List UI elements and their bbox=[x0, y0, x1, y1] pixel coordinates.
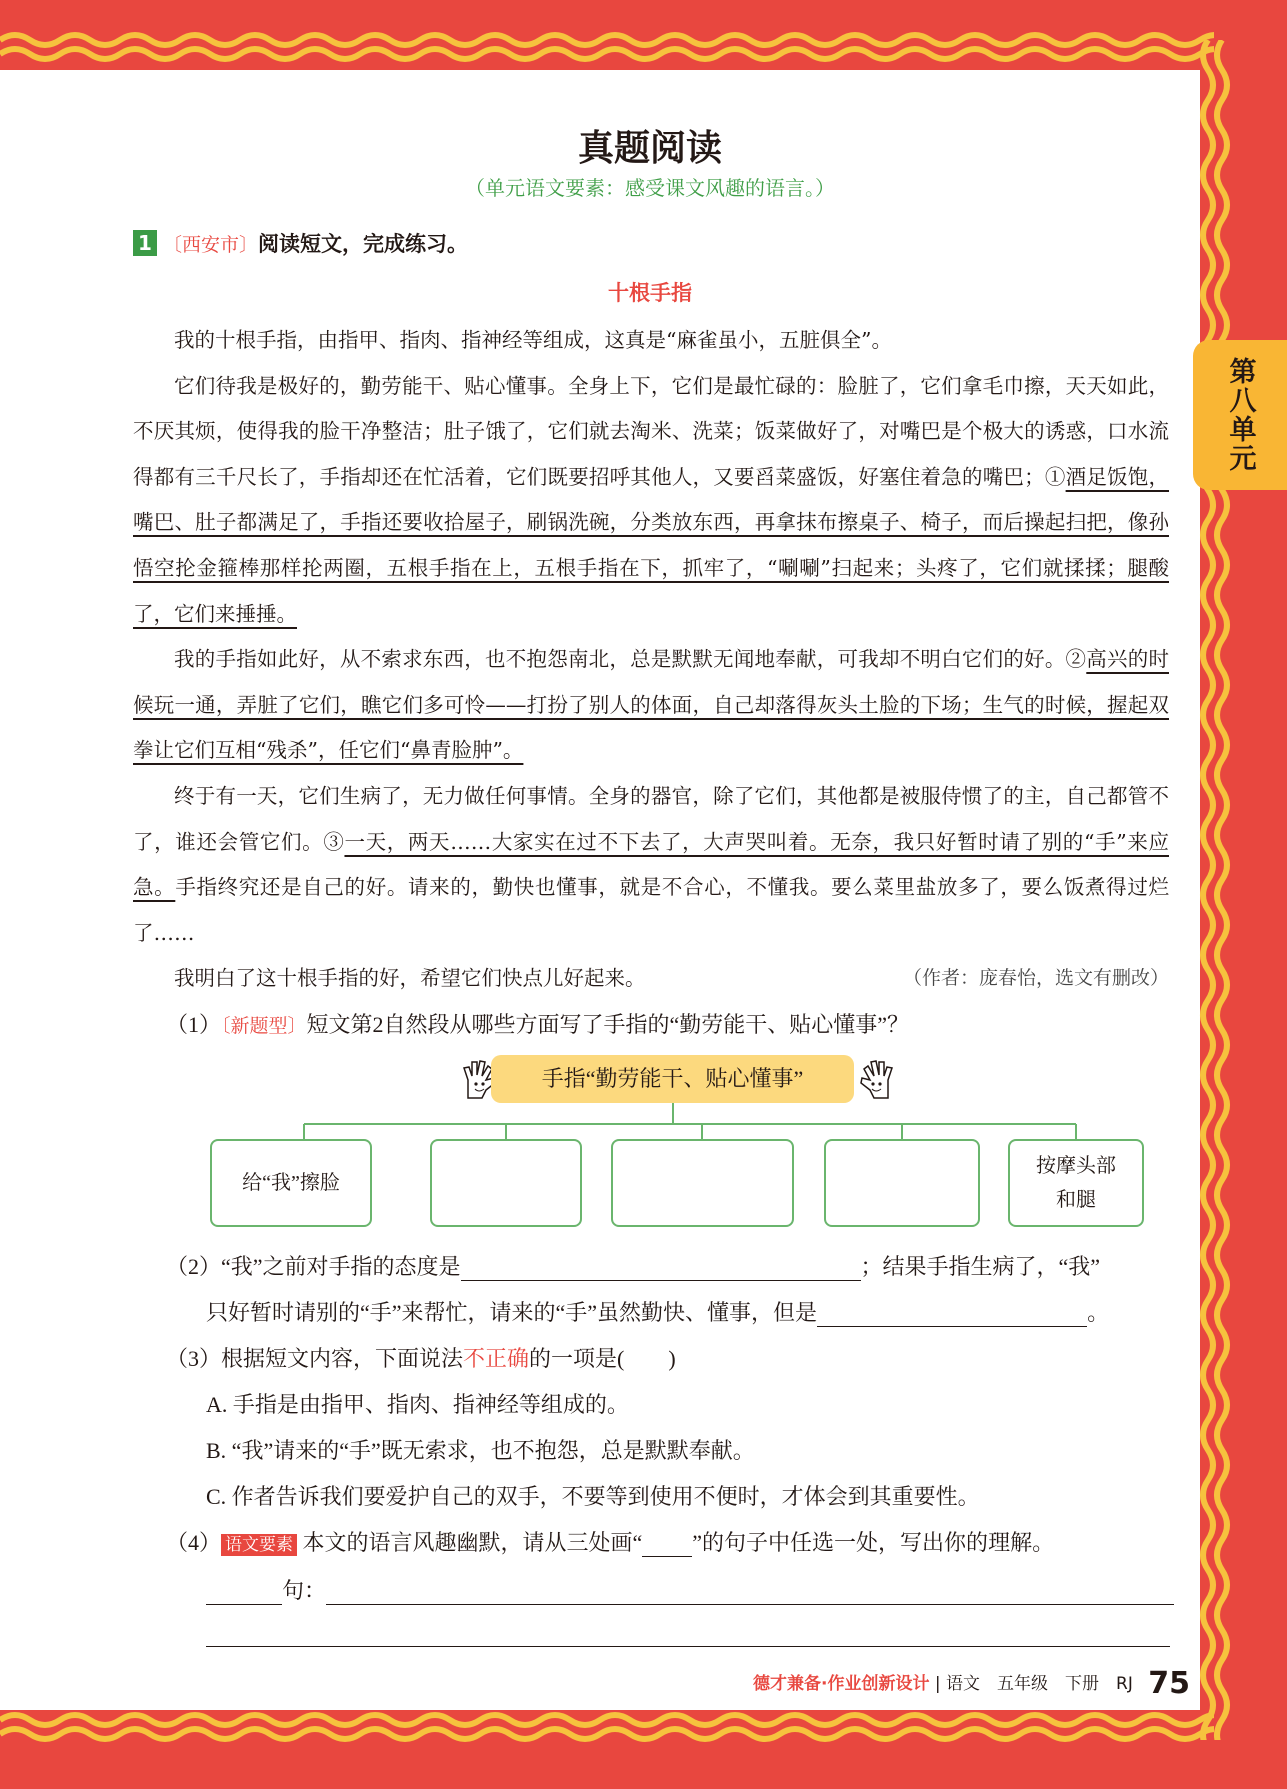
question-2-line-2: 只好暂时请别的“手”来帮忙，请来的“手”虽然勤快、懂事，但是 。 bbox=[206, 1300, 1110, 1325]
page-number: 75 bbox=[1148, 1666, 1190, 1701]
question-3: （3）根据短文内容，下面说法不正确的一项是( ) bbox=[166, 1346, 676, 1371]
diagram-center-node: 手指“勤劳能干、贴心懂事” bbox=[491, 1055, 854, 1103]
page-footer: 德才兼备·作业创新设计 | 语文 五年级 下册 RJ 75 bbox=[753, 1666, 1190, 1701]
answer-blank[interactable] bbox=[326, 1578, 1174, 1605]
paragraph-5: 我明白了这十根手指的好，希望它们快点儿好起来。 （作者：庞春怡，选文有删改） bbox=[133, 956, 1169, 1002]
source-tag: 〔西安市〕 bbox=[163, 233, 259, 256]
question-4-answer-line-2 bbox=[206, 1620, 1170, 1647]
story-title: 十根手指 bbox=[608, 281, 692, 305]
paragraph-4: 终于有一天，它们生病了，无力做任何事情。全身的器官，除了它们，其他都是被服侍惯了的主，自己都管不了，谁还会管它们。③一天，两天……大家实在过不下去了，大声哭叫着。无奈，我只好暂时请了别的“手”来应急。手指终究还是自己的好。请来的，勤快也懂事，就是不合心，不懂我。要么菜里盐放多了，要么饭煮得过烂了…… bbox=[133, 783, 1169, 945]
language-element-tag: 语文要素 bbox=[221, 1534, 297, 1556]
answer-blank[interactable] bbox=[206, 1620, 1170, 1647]
mind-map-diagram bbox=[208, 1052, 1148, 1238]
paragraph-3: 我的手指如此好，从不索求东西，也不抱怨南北，总是默默无闻地奉献，可我却不明白它们的好。②高兴的时候玩一通，弄脏了它们，瞧它们多可怜——打扮了别人的体面，自己却落得灰头土脸的下场；生气的时候，握起双拳让它们互相“残杀”，任它们“鼻青脸肿”。 bbox=[133, 647, 1169, 763]
option-b[interactable]: B. “我”请来的“手”既无索求，也不抱怨，总是默默奉献。 bbox=[206, 1438, 755, 1463]
paragraph-1: 我的十根手指，由指甲、指肉、指神经等组成，这真是“麻雀虽小，五脏俱全”。 bbox=[174, 328, 892, 352]
underlined-sentence-1: 酒足饭饱，嘴巴、肚子都满足了，手指还要收拾屋子，刷锅洗碗，分类放东西，再拿抹布擦桌子、椅子，而后操起扫把，像孙悟空抡金箍棒那样抡两圈，五根手指在上，五根手指在下，抓牢了，“唰唰”扫起来；头疼了，它们就揉揉；腿酸了，它们来捶捶。 bbox=[133, 464, 1170, 626]
question-4: （4） 语文要素 本文的语言风趣幽默，请从三处画“ ”的句子中任选一处，写出你的理解。 bbox=[166, 1530, 1055, 1555]
underline-sample bbox=[642, 1530, 692, 1557]
footer-info: 语文 五年级 下册 RJ bbox=[946, 1674, 1133, 1694]
footer-brand: 德才兼备·作业创新设计 bbox=[753, 1674, 930, 1694]
diagram-box-2-blank[interactable] bbox=[430, 1139, 582, 1227]
author-note: （作者：庞春怡，选文有删改） bbox=[902, 967, 1169, 990]
diagram-box-1: 给“我”擦脸 bbox=[210, 1139, 372, 1227]
diagram-box-3-blank[interactable] bbox=[611, 1139, 794, 1227]
unit-tab[interactable] bbox=[1193, 340, 1287, 490]
bottom-wave-border bbox=[0, 1710, 1214, 1746]
new-type-tag: 〔新题型〕 bbox=[221, 1016, 307, 1037]
underlined-sentence-3: 一天，两天……大家实在过不下去了，大声哭叫着。无奈，我只好暂时请了别的“手”来应急。 bbox=[133, 829, 1169, 900]
question-2-line-1: （2）“我”之前对手指的态度是 ；结果手指生病了，“我” bbox=[166, 1254, 1101, 1279]
unit-tab-label: 第八单元 bbox=[1224, 357, 1256, 473]
diagram-box-4-blank[interactable] bbox=[824, 1139, 980, 1227]
page-subtitle: （单元语文要素：感受课文风趣的语言。） bbox=[465, 176, 835, 200]
exercise-number-badge: 1 bbox=[133, 230, 157, 256]
cartoon-hand-icon bbox=[854, 1058, 898, 1102]
question-1: （1）〔新题型〕短文第2自然段从哪些方面写了手指的“勤劳能干、贴心懂事”？ bbox=[166, 1012, 910, 1037]
paragraph-2: 它们待我是极好的，勤劳能干、贴心懂事。全身上下，它们是最忙碌的：脸脏了，它们拿毛巾擦，天天如此，不厌其烦，使得我的脸干净整洁；肚子饿了，它们就去淘米、洗菜；饭菜做好了，对嘴巴是个极大的诱惑，口水流得都有三千尺长了，手指却还在忙活着，它们既要招呼其他人，又要舀菜盛饭，好塞住着急的嘴巴；①酒足饭饱，嘴巴、肚子都满足了，手指还要收拾屋子，刷锅洗碗，分类放东西，再拿抹布擦桌子、椅子，而后操起扫把，像孙悟空抡金箍棒那样抡两圈，五根手指在上，五根手指在下，抓牢了，“唰唰”扫起来；头疼了，它们就揉揉；腿酸了，它们来捶捶。 bbox=[133, 373, 1170, 626]
option-a[interactable]: A. 手指是由指甲、指肉、指神经等组成的。 bbox=[206, 1392, 629, 1417]
exercise-heading bbox=[133, 228, 468, 258]
option-c[interactable]: C. 作者告诉我们要爱护自己的双手，不要等到使用不便时，才体会到其重要性。 bbox=[206, 1484, 980, 1509]
diagram-box-5: 按摩头部 和腿 bbox=[1008, 1139, 1144, 1227]
answer-blank[interactable] bbox=[817, 1300, 1087, 1327]
exercise-instruction: 阅读短文，完成练习。 bbox=[258, 232, 469, 256]
page-title: 真题阅读 bbox=[577, 128, 722, 169]
reading-passage bbox=[133, 318, 1169, 1002]
sentence-number-blank[interactable] bbox=[206, 1578, 282, 1605]
underlined-sentence-2: 高兴的时候玩一通，弄脏了它们，瞧它们多可怜——打扮了别人的体面，自己却落得灰头土脸的下场；生气的时候，握起双拳让它们互相“残杀”，任它们“鼻青脸肿”。 bbox=[133, 647, 1169, 763]
top-wave-border bbox=[0, 30, 1214, 66]
answer-blank[interactable] bbox=[461, 1254, 861, 1281]
question-4-answer-line: 句： bbox=[206, 1574, 1174, 1605]
